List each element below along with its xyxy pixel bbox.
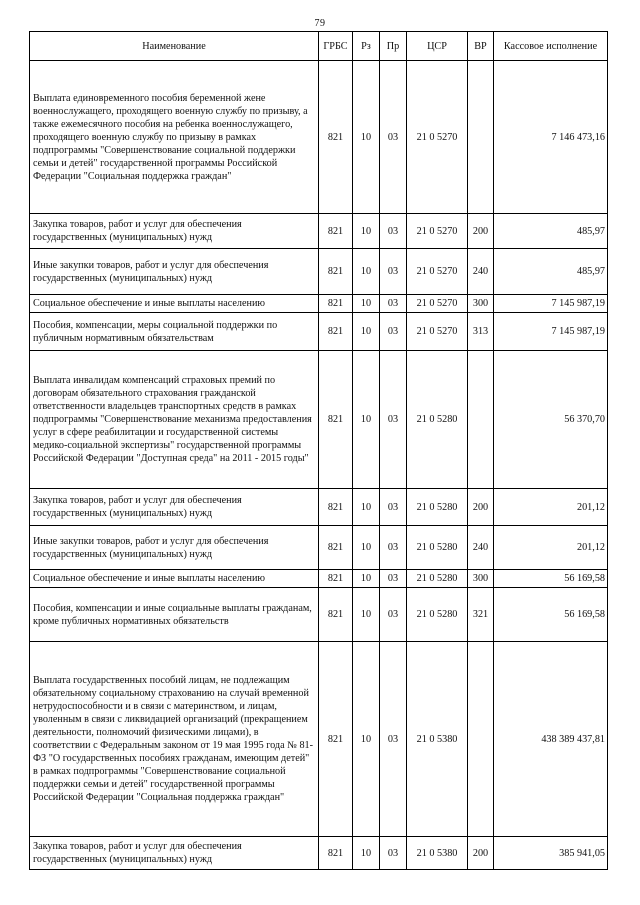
- budget-table: [29, 31, 608, 870]
- row-vr: 300: [468, 295, 494, 313]
- row-pr: 03: [380, 249, 407, 295]
- row-vr: 200: [468, 214, 494, 249]
- row-vr: [468, 61, 494, 214]
- table-row: [30, 61, 608, 214]
- row-csr: 21 0 5280: [407, 526, 468, 570]
- row-grbs: 821: [319, 642, 353, 837]
- row-pr: 03: [380, 489, 407, 526]
- row-name: Социальное обеспечение и иные выплаты населению: [30, 295, 319, 313]
- row-pr: 03: [380, 837, 407, 870]
- row-rz: 10: [353, 61, 380, 214]
- row-vr: 240: [468, 249, 494, 295]
- row-sum: 385 941,05: [494, 837, 608, 870]
- row-pr: 03: [380, 313, 407, 351]
- row-csr: 21 0 5280: [407, 489, 468, 526]
- table-row: [30, 570, 608, 588]
- row-grbs: 821: [319, 313, 353, 351]
- header-vr: ВР: [468, 32, 494, 61]
- row-vr: 200: [468, 837, 494, 870]
- header-csr: ЦСР: [407, 32, 468, 61]
- row-name: Закупка товаров, работ и услуг для обеспечения государственных (муниципальных) нужд: [30, 214, 319, 249]
- row-vr: 200: [468, 489, 494, 526]
- row-vr: 300: [468, 570, 494, 588]
- row-grbs: 821: [319, 570, 353, 588]
- row-pr: 03: [380, 526, 407, 570]
- row-name: Иные закупки товаров, работ и услуг для обеспечения государственных (муниципальных) нужд: [30, 249, 319, 295]
- row-grbs: 821: [319, 214, 353, 249]
- row-rz: 10: [353, 214, 380, 249]
- row-rz: 10: [353, 351, 380, 489]
- row-name: Выплата государственных пособий лицам, не подлежащим обязательному социальному страхованию на случай временной нетрудоспособности и в связи с материнством, и лицам, уволенным в связи с ликвидацией организаций (прекращением деятельности, полномочий физическими лицами), в соответствии с Федеральным законом от 19 мая 1995 года № 81-ФЗ "О государственных пособиях гражданам, имеющим детей" в рамках подпрограммы "Совершенствование социальной поддержки семьи и детей" государственной программы Российской Федерации "Социальная поддержка граждан": [30, 642, 319, 837]
- row-csr: 21 0 5380: [407, 837, 468, 870]
- row-csr: 21 0 5280: [407, 351, 468, 489]
- row-sum: 7 146 473,16: [494, 61, 608, 214]
- row-grbs: 821: [319, 837, 353, 870]
- row-sum: 201,12: [494, 489, 608, 526]
- row-grbs: 821: [319, 351, 353, 489]
- row-sum: 201,12: [494, 526, 608, 570]
- table-row: [30, 526, 608, 570]
- row-name: Пособия, компенсации и иные социальные выплаты гражданам, кроме публичных нормативных обязательств: [30, 588, 319, 642]
- row-name: Выплата инвалидам компенсаций страховых премий по договорам обязательного страхования гражданской ответственности владельцев транспортных средств в рамках подпрограммы "Совершенствование механизма предоставления услуг в сфере реабилитации и государственной системы медико-социальной экспертизы" государственной программы Российской Федерации "Доступная среда" на 2011 - 2015 годы": [30, 351, 319, 489]
- row-name: Выплата единовременного пособия беременной жене военнослужащего, проходящего военную службу по призыву, а также ежемесячного пособия на ребенка военнослужащего, проходящего военную службу по призыву в рамках подпрограммы "Совершенствование социальной поддержки семьи и детей" государственной программы Российской Федерации "Социальная поддержка граждан": [30, 61, 319, 214]
- row-grbs: 821: [319, 588, 353, 642]
- row-name: Закупка товаров, работ и услуг для обеспечения государственных (муниципальных) нужд: [30, 837, 319, 870]
- row-pr: 03: [380, 588, 407, 642]
- row-csr: 21 0 5280: [407, 588, 468, 642]
- table-row: [30, 588, 608, 642]
- row-rz: 10: [353, 526, 380, 570]
- row-name: Социальное обеспечение и иные выплаты населению: [30, 570, 319, 588]
- table-row: [30, 214, 608, 249]
- row-pr: 03: [380, 642, 407, 837]
- table-row: [30, 249, 608, 295]
- row-csr: 21 0 5270: [407, 214, 468, 249]
- row-csr: 21 0 5270: [407, 295, 468, 313]
- row-grbs: 821: [319, 526, 353, 570]
- row-csr: 21 0 5270: [407, 313, 468, 351]
- row-rz: 10: [353, 489, 380, 526]
- table-row: [30, 642, 608, 837]
- row-grbs: 821: [319, 249, 353, 295]
- row-vr: 321: [468, 588, 494, 642]
- row-csr: 21 0 5270: [407, 61, 468, 214]
- table-row: [30, 313, 608, 351]
- row-vr: 313: [468, 313, 494, 351]
- row-rz: 10: [353, 313, 380, 351]
- row-pr: 03: [380, 295, 407, 313]
- row-sum: 56 370,70: [494, 351, 608, 489]
- row-name: Иные закупки товаров, работ и услуг для обеспечения государственных (муниципальных) нужд: [30, 526, 319, 570]
- row-pr: 03: [380, 570, 407, 588]
- row-rz: 10: [353, 295, 380, 313]
- table-row: [30, 489, 608, 526]
- row-name: Пособия, компенсации, меры социальной поддержки по публичным нормативным обязательствам: [30, 313, 319, 351]
- row-name: Закупка товаров, работ и услуг для обеспечения государственных (муниципальных) нужд: [30, 489, 319, 526]
- table-header-row: [30, 32, 608, 61]
- page-number: 79: [314, 18, 326, 29]
- row-csr: 21 0 5280: [407, 570, 468, 588]
- table-row: [30, 295, 608, 313]
- row-vr: 240: [468, 526, 494, 570]
- row-pr: 03: [380, 214, 407, 249]
- table-row: [30, 351, 608, 489]
- header-pr: Пр: [380, 32, 407, 61]
- row-rz: 10: [353, 837, 380, 870]
- row-rz: 10: [353, 570, 380, 588]
- table-row: [30, 837, 608, 870]
- row-pr: 03: [380, 61, 407, 214]
- row-sum: 56 169,58: [494, 588, 608, 642]
- row-vr: [468, 351, 494, 489]
- row-vr: [468, 642, 494, 837]
- row-sum: 485,97: [494, 249, 608, 295]
- row-sum: 56 169,58: [494, 570, 608, 588]
- header-name: Наименование: [30, 32, 319, 61]
- row-sum: 438 389 437,81: [494, 642, 608, 837]
- row-sum: 485,97: [494, 214, 608, 249]
- row-csr: 21 0 5380: [407, 642, 468, 837]
- row-grbs: 821: [319, 489, 353, 526]
- header-grbs: ГРБС: [319, 32, 353, 61]
- row-sum: 7 145 987,19: [494, 295, 608, 313]
- row-pr: 03: [380, 351, 407, 489]
- header-rz: Рз: [353, 32, 380, 61]
- header-sum: Кассовое исполнение: [494, 32, 608, 61]
- row-grbs: 821: [319, 61, 353, 214]
- row-rz: 10: [353, 588, 380, 642]
- row-rz: 10: [353, 249, 380, 295]
- row-csr: 21 0 5270: [407, 249, 468, 295]
- row-grbs: 821: [319, 295, 353, 313]
- row-rz: 10: [353, 642, 380, 837]
- row-sum: 7 145 987,19: [494, 313, 608, 351]
